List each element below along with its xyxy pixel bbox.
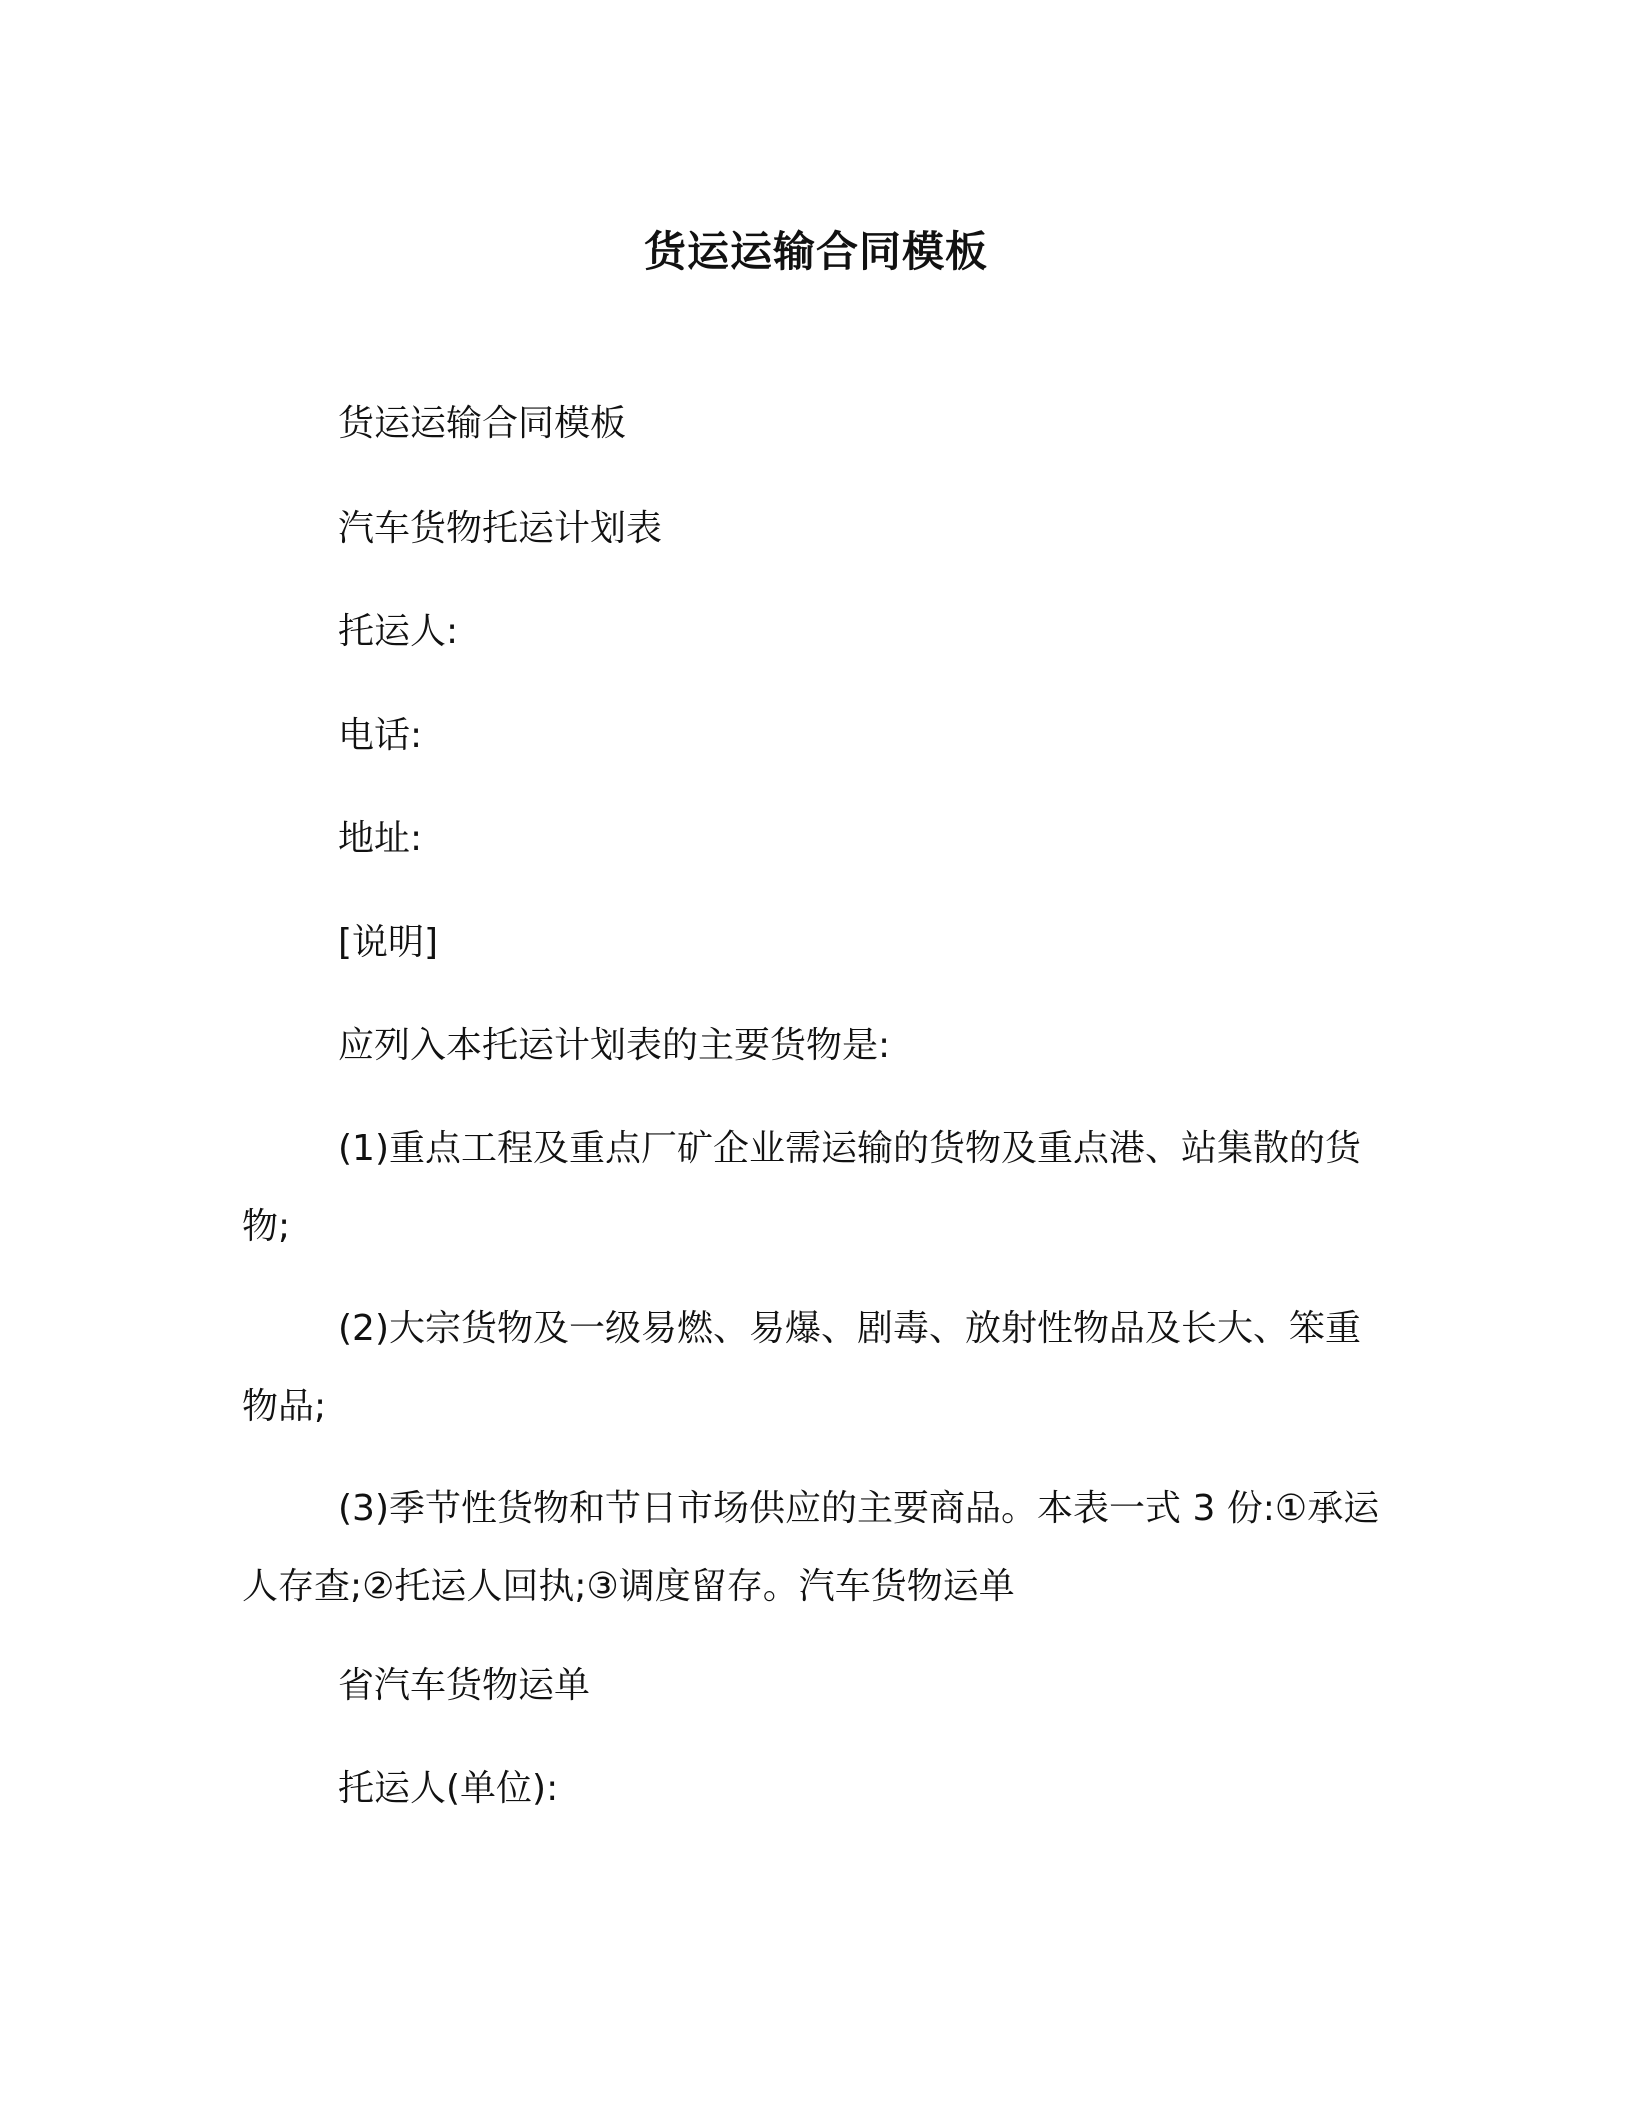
paragraph-shipper-unit: 托运人(单位): [338,1768,559,1809]
paragraph-shipper: 托运人: [338,611,459,652]
paragraph-address: 地址: [338,818,423,859]
paragraph-note-heading: [说明] [338,922,439,963]
paragraph-main-goods-intro: 应列入本托运计划表的主要货物是: [338,1025,891,1066]
paragraph-item-3: (3)季节性货物和节日市场供应的主要商品。本表一式 3 份:①承运人存查;②托运人回执;③调度留存。汽车货物运单 [242,1488,1380,1607]
document-title: 货运运输合同模板 [643,227,988,276]
paragraph-phone: 电话: [338,715,423,756]
paragraph-waybill-heading: 省汽车货物运单 [338,1665,591,1706]
paragraph-subtitle: 货运运输合同模板 [338,403,627,444]
paragraph-item-1: (1)重点工程及重点厂矿企业需运输的货物及重点港、站集散的货物; [242,1128,1361,1247]
paragraph-plan-table-heading: 汽车货物托运计划表 [338,508,663,549]
paragraph-item-2: (2)大宗货物及一级易燃、易爆、剧毒、放射性物品及长大、笨重物品; [242,1308,1361,1427]
